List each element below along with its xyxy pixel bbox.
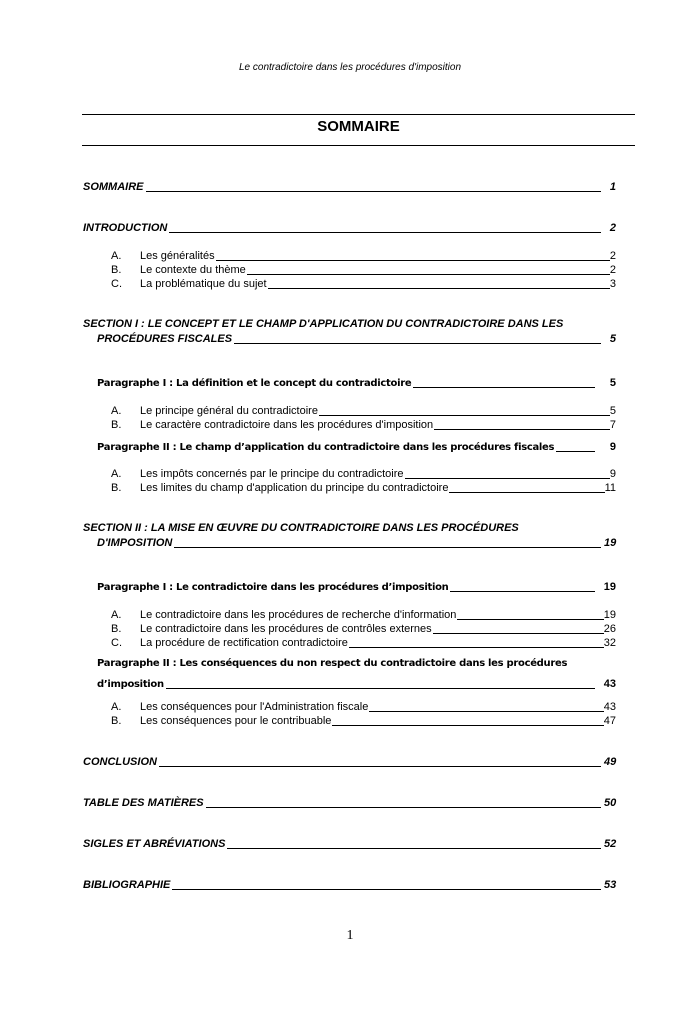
entry-title: Le principe général du contradictoire — [140, 405, 318, 417]
entry-title: TABLE DES MATIÈRES — [83, 797, 204, 809]
entry-page: 19 — [603, 581, 616, 593]
entry-letter: A. — [111, 468, 122, 480]
toc-sub-entry[interactable] — [111, 264, 616, 277]
entry-title: CONCLUSION — [83, 756, 157, 768]
entry-title: Paragraphe II : Le champ d’application du contradictoire dans les procédures fiscales — [97, 442, 555, 453]
entry-page: 26 — [603, 623, 616, 635]
entry-letter: C. — [111, 637, 122, 649]
leader-line — [413, 386, 595, 388]
entry-title: Les conséquences pour l'Administration fiscale — [140, 701, 369, 713]
entry-letter: A. — [111, 701, 122, 713]
entry-page: 9 — [609, 468, 616, 480]
entry-title: SIGLES ET ABRÉVIATIONS — [83, 838, 226, 850]
entry-page: 19 — [604, 537, 617, 549]
toc-paragraph-entry[interactable] — [97, 581, 616, 594]
toc-entry-line2[interactable] — [97, 333, 616, 346]
leader-line — [433, 632, 604, 634]
entry-letter: B. — [111, 715, 122, 727]
entry-page: 50 — [604, 797, 617, 809]
entry-title: Les conséquences pour le contribuable — [140, 715, 332, 727]
entry-title: Le contradictoire dans les procédures de contrôles externes — [140, 623, 432, 635]
entry-title: Le caractère contradictoire dans les procédures d'imposition — [140, 419, 434, 431]
leader-line — [369, 710, 603, 712]
leader-line — [146, 190, 602, 192]
leader-line — [234, 342, 601, 344]
leader-line — [247, 273, 610, 275]
entry-title: SECTION I : LE CONCEPT ET LE CHAMP D'APPLICATION DU CONTRADICTOIRE DANS LES — [83, 318, 564, 330]
leader-line — [169, 231, 601, 233]
toc-sub-entry[interactable] — [111, 405, 616, 418]
entry-page: 5 — [609, 377, 616, 389]
leader-line — [206, 806, 601, 808]
entry-title: SECTION II : LA MISE EN ŒUVRE DU CONTRADICTOIRE DANS LES PROCÉDURES — [83, 522, 519, 534]
entry-title: Les généralités — [140, 250, 215, 262]
toc-sub-entry[interactable] — [111, 250, 616, 263]
entry-letter: B. — [111, 482, 122, 494]
toc-sub-entry[interactable] — [111, 623, 616, 636]
entry-title-cont: PROCÉDURES FISCALES — [97, 333, 233, 345]
leader-line — [159, 765, 601, 767]
toc-paragraph-line1[interactable] — [97, 657, 616, 670]
entry-letter: B. — [111, 264, 122, 276]
entry-title: SOMMAIRE — [83, 181, 144, 193]
title-top-rule — [82, 114, 635, 115]
entry-letter: A. — [111, 609, 122, 621]
entry-page: 53 — [604, 879, 617, 891]
entry-page: 5 — [609, 405, 616, 417]
leader-line — [457, 618, 603, 620]
entry-page: 9 — [609, 441, 616, 453]
entry-page: 5 — [609, 333, 616, 345]
toc-sub-entry[interactable] — [111, 468, 616, 481]
entry-letter: A. — [111, 250, 122, 262]
entry-title: La procédure de rectification contradictoire — [140, 637, 348, 649]
leader-line — [319, 414, 610, 416]
toc-sub-entry[interactable] — [111, 609, 616, 622]
entry-page: 2 — [609, 250, 616, 262]
entry-title: La problématique du sujet — [140, 278, 267, 290]
entry-title: Le contexte du thème — [140, 264, 246, 276]
toc-entry[interactable] — [83, 222, 616, 235]
title-bottom-rule — [82, 145, 635, 146]
toc-sub-entry[interactable] — [111, 278, 616, 291]
entry-page: 43 — [603, 701, 616, 713]
leader-line — [349, 646, 604, 648]
leader-line — [450, 590, 595, 592]
entry-page: 43 — [603, 678, 616, 690]
entry-title: Les limites du champ d'application du principe du contradictoire — [140, 482, 449, 494]
running-header: Le contradictoire dans les procédures d'imposition — [238, 62, 462, 73]
entry-title: Le contradictoire dans les procédures de recherche d'information — [140, 609, 457, 621]
entry-letter: B. — [111, 419, 122, 431]
leader-line — [268, 287, 610, 289]
toc-sub-entry[interactable] — [111, 701, 616, 714]
entry-page: 7 — [609, 419, 616, 431]
entry-page: 2 — [609, 264, 616, 276]
entry-title: Paragraphe I : La définition et le concept du contradictoire — [97, 378, 412, 389]
leader-line — [174, 546, 601, 548]
entry-page: 47 — [603, 715, 616, 727]
toc-paragraph-entry[interactable] — [97, 377, 616, 390]
toc-entry-line1[interactable] — [83, 318, 616, 331]
leader-line — [166, 687, 595, 689]
toc-sub-entry[interactable] — [111, 419, 616, 432]
leader-line — [434, 428, 610, 430]
leader-line — [405, 477, 610, 479]
toc-sub-entry[interactable] — [111, 482, 616, 495]
toc-entry[interactable] — [83, 181, 616, 194]
entry-letter: B. — [111, 623, 122, 635]
entry-letter: A. — [111, 405, 122, 417]
toc-entry[interactable] — [83, 838, 616, 851]
toc-entry[interactable] — [83, 756, 616, 769]
entry-title: Paragraphe II : Les conséquences du non respect du contradictoire dans les procédures — [97, 658, 568, 669]
page-number: 1 — [346, 928, 354, 943]
leader-line — [172, 888, 601, 890]
entry-title: BIBLIOGRAPHIE — [83, 879, 171, 891]
leader-line — [556, 450, 595, 452]
toc-entry-line1[interactable] — [83, 522, 616, 535]
page-title: SOMMAIRE — [317, 118, 400, 135]
toc-entry[interactable] — [83, 797, 616, 810]
entry-title-cont: D'IMPOSITION — [97, 537, 173, 549]
entry-page: 32 — [603, 637, 616, 649]
entry-title-cont: d’imposition — [97, 679, 164, 690]
toc-sub-entry[interactable] — [111, 637, 616, 650]
entry-letter: C. — [111, 278, 122, 290]
leader-line — [216, 259, 610, 261]
entry-title: Les impôts concernés par le principe du contradictoire — [140, 468, 404, 480]
toc-paragraph-entry[interactable] — [97, 441, 616, 454]
entry-page: 1 — [609, 181, 616, 193]
leader-line — [332, 724, 603, 726]
toc-paragraph-line2[interactable] — [97, 678, 616, 691]
leader-line — [227, 847, 601, 849]
toc-sub-entry[interactable] — [111, 715, 616, 728]
entry-page: 19 — [603, 609, 616, 621]
entry-page: 11 — [604, 482, 616, 494]
toc-entry[interactable] — [83, 879, 616, 892]
entry-page: 2 — [609, 222, 616, 234]
entry-title: INTRODUCTION — [83, 222, 168, 234]
toc-entry-line2[interactable] — [97, 537, 616, 550]
entry-page: 49 — [604, 756, 617, 768]
entry-page: 52 — [604, 838, 617, 850]
entry-title: Paragraphe I : Le contradictoire dans les procédures d’imposition — [97, 582, 449, 593]
leader-line — [449, 491, 604, 493]
entry-page: 3 — [609, 278, 616, 290]
